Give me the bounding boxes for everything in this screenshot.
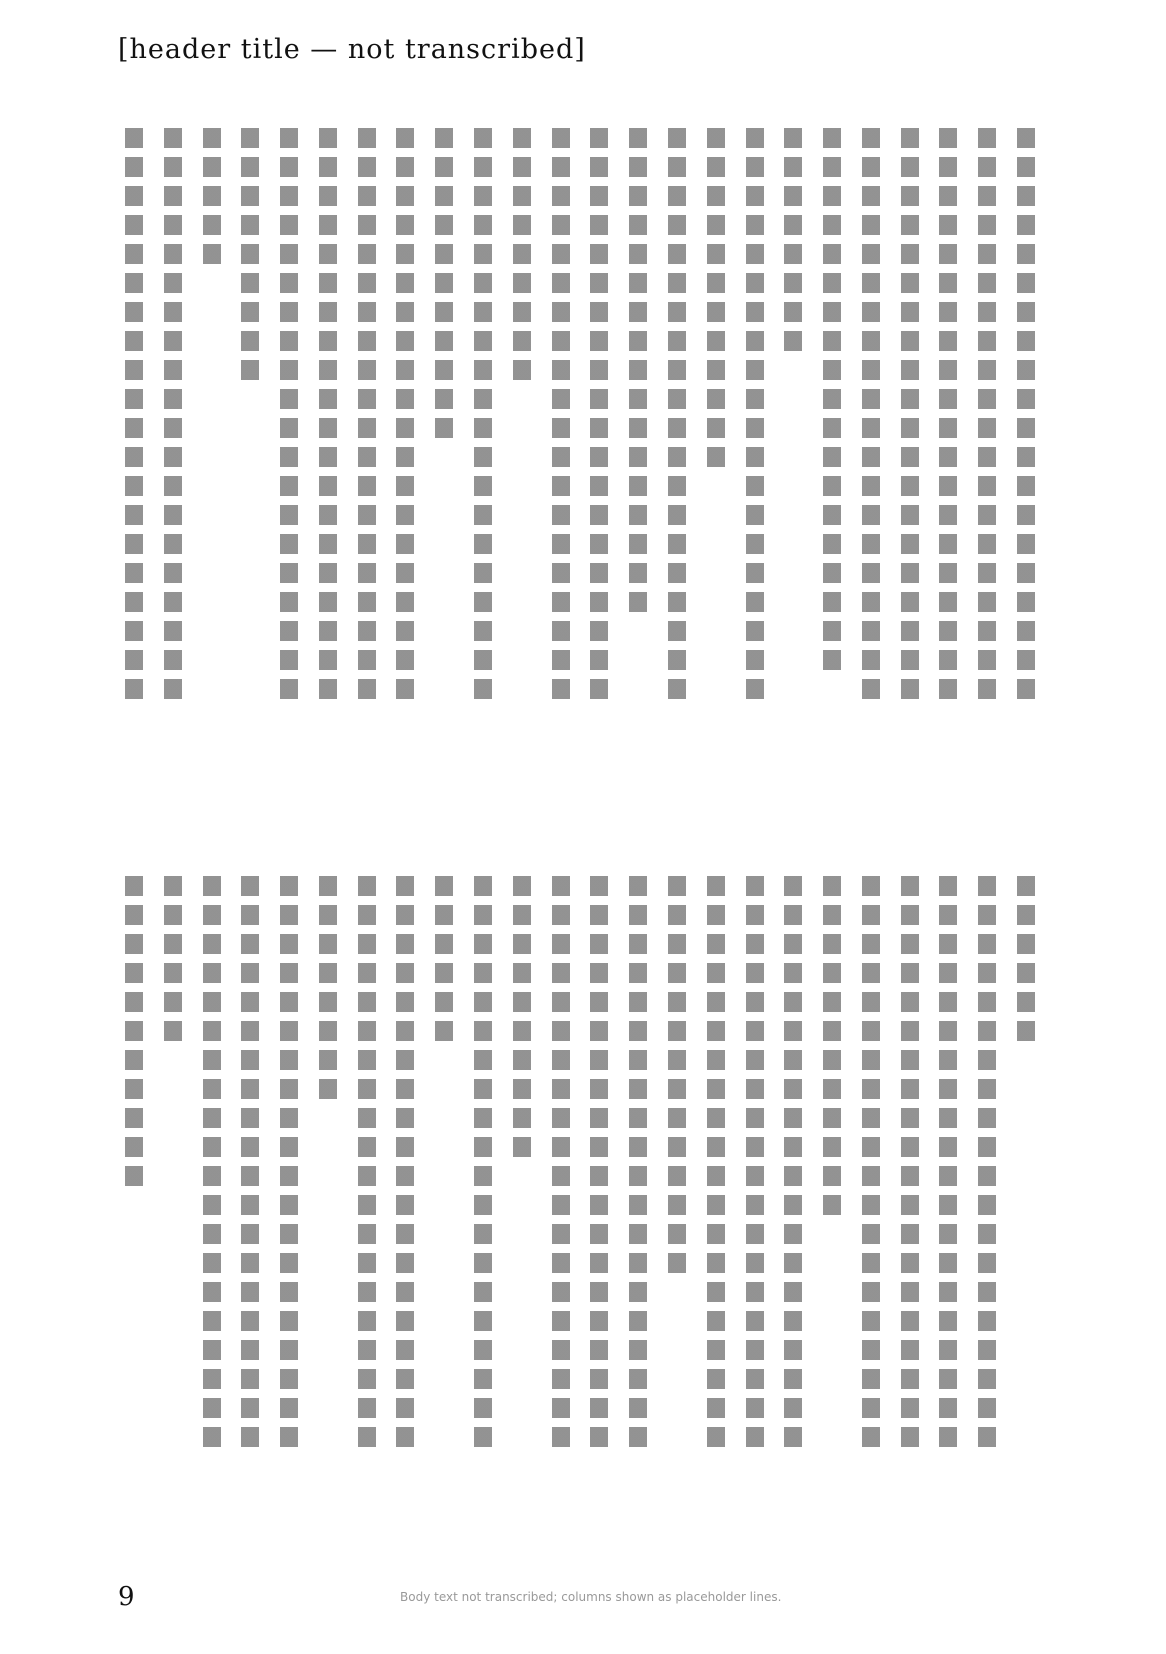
text-column [779, 876, 807, 1536]
text-column [857, 128, 885, 788]
text-line-placeholder [978, 876, 996, 1447]
text-line-placeholder [823, 128, 841, 670]
text-column [120, 128, 148, 788]
text-line-placeholder [396, 128, 414, 699]
text-column [934, 128, 962, 788]
text-line-placeholder [435, 876, 453, 1041]
text-line-placeholder [668, 876, 686, 1273]
text-line-placeholder [862, 876, 880, 1447]
text-line-placeholder [629, 128, 647, 612]
text-column [624, 128, 652, 788]
text-line-placeholder [319, 128, 337, 699]
text-line-placeholder [396, 876, 414, 1447]
text-column [159, 876, 187, 1536]
text-column [973, 876, 1001, 1536]
text-line-placeholder [358, 876, 376, 1447]
text-column [741, 876, 769, 1536]
text-column [236, 128, 264, 788]
text-line-placeholder [474, 128, 492, 699]
text-line-placeholder [474, 876, 492, 1447]
page-header: [header title — not transcribed] [118, 34, 586, 65]
text-column [198, 876, 226, 1536]
text-column [391, 876, 419, 1536]
text-column [779, 128, 807, 788]
text-line-placeholder [125, 876, 143, 1186]
text-column [547, 876, 575, 1536]
text-line-placeholder [280, 876, 298, 1447]
text-line-placeholder [668, 128, 686, 699]
text-line-placeholder [784, 876, 802, 1447]
text-line-placeholder [513, 128, 531, 380]
text-column [702, 128, 730, 788]
text-column [275, 876, 303, 1536]
text-column [547, 128, 575, 788]
text-column [198, 128, 226, 788]
text-column [314, 128, 342, 788]
text-column [973, 128, 1001, 788]
text-column [624, 876, 652, 1536]
text-column [236, 876, 264, 1536]
text-line-placeholder [241, 128, 259, 380]
text-line-placeholder [823, 876, 841, 1215]
text-line-placeholder [164, 128, 182, 699]
text-line-placeholder [590, 128, 608, 699]
text-column [585, 876, 613, 1536]
text-column [275, 128, 303, 788]
text-block-top [120, 128, 1040, 788]
text-column [353, 876, 381, 1536]
text-line-placeholder [590, 876, 608, 1447]
text-column [159, 128, 187, 788]
text-line-placeholder [746, 128, 764, 699]
text-line-placeholder [203, 128, 221, 264]
text-line-placeholder [203, 876, 221, 1447]
text-line-placeholder [280, 128, 298, 699]
text-line-placeholder [746, 876, 764, 1447]
text-column [469, 876, 497, 1536]
text-column [857, 876, 885, 1536]
text-column [391, 128, 419, 788]
page-number: 9 [118, 1582, 135, 1612]
text-column [702, 876, 730, 1536]
text-column [353, 128, 381, 788]
text-line-placeholder [707, 128, 725, 467]
text-line-placeholder [164, 876, 182, 1041]
text-line-placeholder [125, 128, 143, 699]
text-line-placeholder [435, 128, 453, 438]
text-column [585, 128, 613, 788]
text-line-placeholder [901, 128, 919, 699]
text-line-placeholder [939, 128, 957, 699]
text-column [469, 128, 497, 788]
text-column [1012, 876, 1040, 1536]
text-column [663, 876, 691, 1536]
text-column [663, 128, 691, 788]
text-line-placeholder [707, 876, 725, 1447]
content-note: Body text not transcribed; columns shown as placeholder lines. [400, 1590, 782, 1604]
text-line-placeholder [552, 128, 570, 699]
text-column [430, 876, 458, 1536]
text-line-placeholder [901, 876, 919, 1447]
text-line-placeholder [939, 876, 957, 1447]
text-line-placeholder [319, 876, 337, 1099]
text-line-placeholder [358, 128, 376, 699]
text-column [818, 876, 846, 1536]
text-line-placeholder [629, 876, 647, 1447]
text-block-bottom [120, 876, 1040, 1536]
text-line-placeholder [552, 876, 570, 1447]
text-line-placeholder [1017, 876, 1035, 1041]
text-line-placeholder [513, 876, 531, 1157]
text-column [896, 128, 924, 788]
text-line-placeholder [978, 128, 996, 699]
text-column [314, 876, 342, 1536]
text-column [508, 876, 536, 1536]
text-column [1012, 128, 1040, 788]
text-column [896, 876, 924, 1536]
text-column [818, 128, 846, 788]
text-line-placeholder [241, 876, 259, 1447]
text-line-placeholder [1017, 128, 1035, 699]
text-column [430, 128, 458, 788]
text-line-placeholder [784, 128, 802, 351]
text-column [934, 876, 962, 1536]
text-column [120, 876, 148, 1536]
text-column [508, 128, 536, 788]
text-column [741, 128, 769, 788]
text-line-placeholder [862, 128, 880, 699]
